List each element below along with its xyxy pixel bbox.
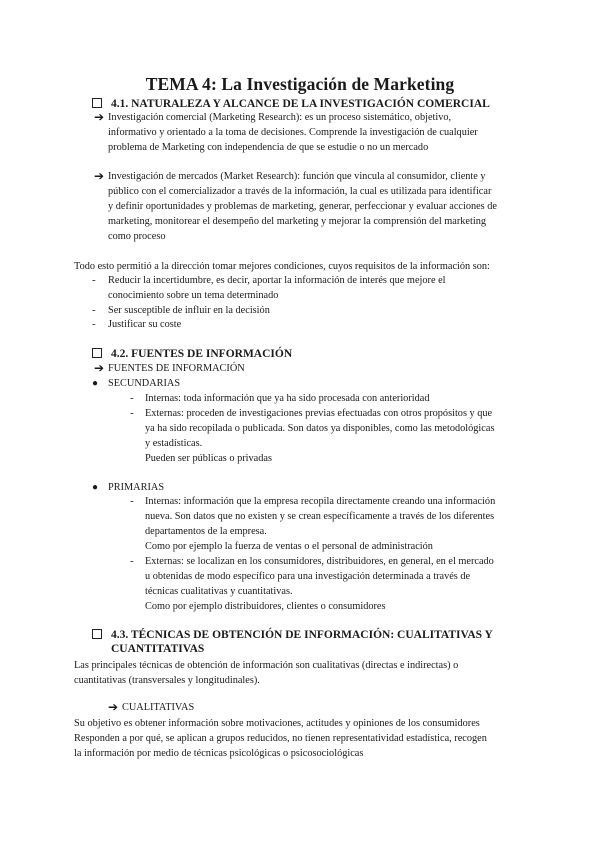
text-line: Responden a por qué, se aplican a grupos reducidos, no tienen representatividad estadística, recogen	[74, 733, 487, 744]
text-line: público con el comercializador a través de la información, la cual es utilizada para identificar	[108, 186, 492, 197]
dash-marker: -	[92, 318, 96, 330]
text-line: Como por ejemplo distribuidores, clientes o consumidores	[145, 601, 386, 612]
text-line: Externas: proceden de investigaciones previas efectuadas con otros propósitos y que	[145, 408, 493, 419]
text-line: SECUNDARIAS	[108, 378, 181, 389]
text-line: Investigación de mercados (Market Research): función que vincula al consumidor, cliente y	[108, 171, 486, 182]
text-line: Externas: se localizan en los consumidores, distribuidores, en general, en el mercado	[145, 556, 494, 567]
text-line: conocimiento sobre un tema determinado	[108, 290, 279, 301]
text-line: informativo y orientado a la toma de decisiones. Comprende la investigación de cualquier	[108, 127, 478, 138]
bullet-icon: ●	[92, 482, 99, 493]
text-line: la información por medio de técnicas psicológicas o psicosociológicas	[74, 748, 364, 759]
text-line: departamentos de la empresa.	[145, 526, 267, 537]
text-line: Pueden ser públicas o privadas	[145, 453, 272, 464]
arrow-icon: ➔	[94, 361, 105, 375]
text-line: Internas: información que la empresa recopila directamente creando una información	[145, 496, 496, 507]
section-4-1-heading: 4.1. NATURALEZA Y ALCANCE DE LA INVESTIGACIÓN COMERCIAL	[92, 97, 501, 111]
text-line: técnicas cualitativas y cuantitativas.	[145, 586, 293, 597]
section-4-2-heading: 4.2. FUENTES DE INFORMACIÓN	[92, 347, 501, 361]
text-line: Internas: toda información que ya ha sido procesada con anterioridad	[145, 393, 430, 404]
text-line: y definir oportunidades y problemas de marketing, generar, perfeccionar y evaluar acciones de	[108, 201, 497, 212]
text-line: Investigación comercial (Marketing Research): es un proceso sistemático, objetivo,	[108, 112, 452, 123]
bullet-icon: ●	[92, 378, 99, 389]
text-line: y estadísticas.	[145, 438, 203, 449]
arrow-icon: ➔	[94, 110, 105, 124]
text-line: PRIMARIAS	[108, 482, 165, 493]
arrow-icon: ➔	[94, 169, 105, 183]
checkbox-icon	[92, 629, 102, 639]
dash-marker: -	[130, 392, 134, 404]
checkbox-icon	[92, 348, 102, 358]
dash-marker: -	[130, 555, 134, 567]
text-line: Las principales técnicas de obtención de información son cualitativas (directas e indirectas) o	[74, 660, 459, 671]
text-line: como proceso	[108, 231, 166, 242]
dash-marker: -	[130, 407, 134, 419]
text-line: u obtenidas de modo específico para una investigación determinada a través de	[145, 571, 471, 582]
dash-marker: -	[92, 304, 96, 316]
text-line: Reducir la incertidumbre, es decir, aportar la información de interés que mejore el	[108, 275, 446, 286]
arrow-icon: ➔	[108, 700, 119, 714]
text-line: cuantitativas (transversales y longitudinales).	[74, 675, 260, 686]
text-line: ya ha sido recopilada o publicada. Son datos ya disponibles, como las metodológicas	[145, 423, 495, 434]
checkbox-icon	[92, 98, 102, 108]
text-line: problema de Marketing con independencia de que se estudie o no un mercado	[108, 142, 429, 153]
text-line: Su objetivo es obtener información sobre motivaciones, actitudes y opiniones de los consumidores	[74, 718, 480, 729]
text-line: Todo esto permitió a la dirección tomar mejores condiciones, cuyos requisitos de la información son:	[74, 261, 490, 272]
text-line: Justificar su coste	[108, 319, 182, 330]
dash-marker: -	[92, 274, 96, 286]
text-line: Ser susceptible de influir en la decisión	[108, 305, 270, 316]
text-line: CUALITATIVAS	[122, 702, 195, 713]
document-title: TEMA 4: La Investigación de Marketing	[145, 74, 455, 94]
section-4-3-heading: 4.3. TÉCNICAS DE OBTENCIÓN DE INFORMACIÓN: CUALITATIVAS Y CUANTITATIVAS	[92, 628, 501, 656]
text-line: Como por ejemplo la fuerza de ventas o el personal de administración	[145, 541, 433, 552]
dash-marker: -	[130, 495, 134, 507]
text-line: marketing, monitorear el desempeño del marketing y mejorar la comprensión del marketing	[108, 216, 486, 227]
text-line: nueva. Son datos que no existen y se crean específicamente a través de los diferentes	[145, 511, 495, 522]
text-line: FUENTES DE INFORMACIÓN	[108, 363, 245, 374]
